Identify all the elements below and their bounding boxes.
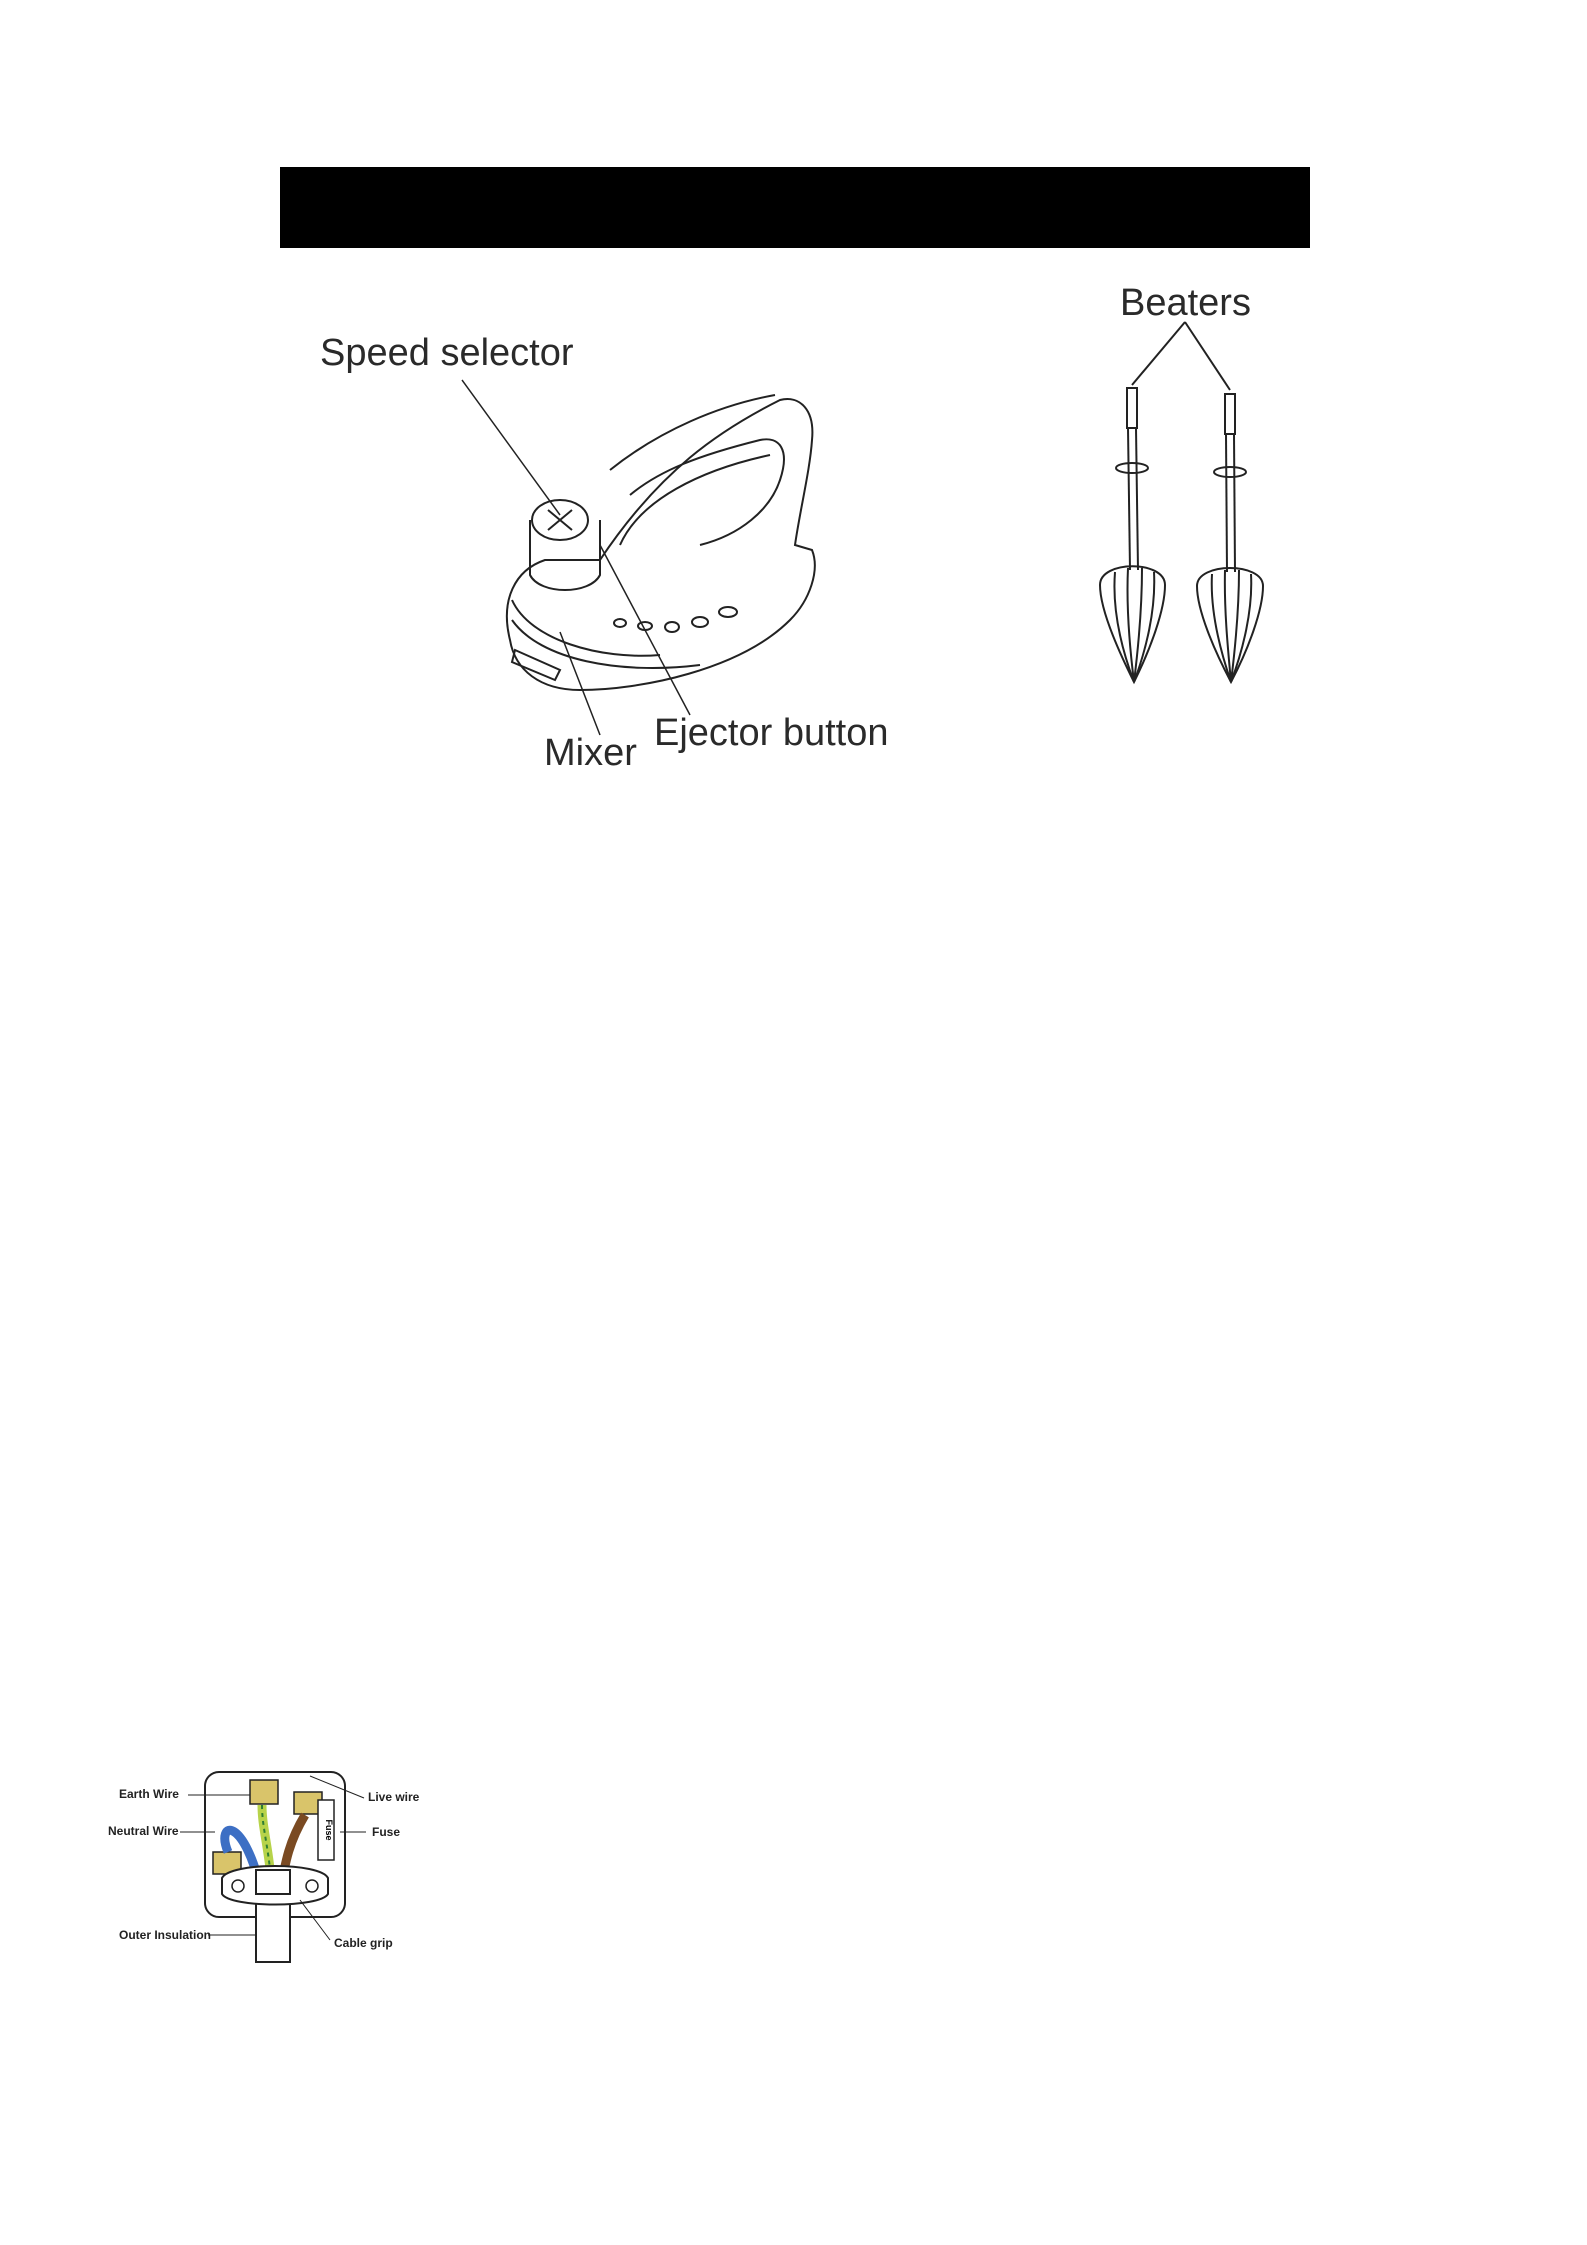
earth-wire-label: Earth Wire [119,1787,179,1801]
beaters-label: Beaters [1120,282,1251,324]
outer-insulation-label: Outer Insulation [119,1928,212,1942]
speed-selector-label: Speed selector [320,332,574,374]
mixer-label: Mixer [544,732,637,774]
neutral-wire-label: Neutral Wire [108,1824,179,1838]
fuse-label: Fuse [372,1825,401,1839]
ejector-button-label: Ejector button [654,712,889,754]
cable-grip-label: Cable grip [334,1936,393,1950]
live-wire-label: Live wire [368,1790,420,1804]
fuse-body-text: Fuse [324,1819,334,1841]
